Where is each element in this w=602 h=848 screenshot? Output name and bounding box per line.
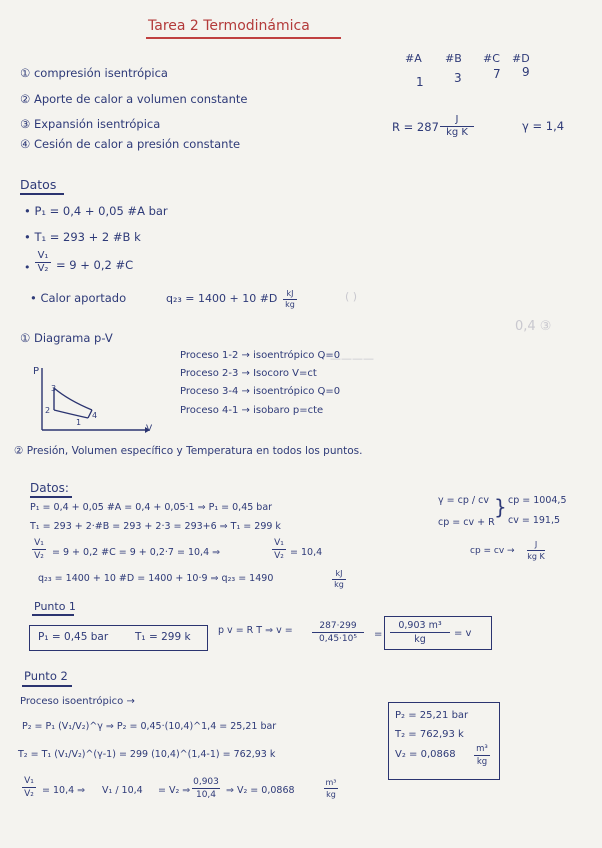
datos-bullet-3: • (24, 261, 31, 274)
datos-volume-ratio: V₁ V₂ (35, 251, 51, 274)
datos-volume-ratio-rhs: = 9 + 0,2 #C (56, 258, 134, 272)
punto1-heading: Punto 1 (34, 600, 76, 613)
process-line-2: Proceso 2-3 → Isocoro V=ct (180, 368, 317, 379)
diagram-heading: ① Diagrama p-V (20, 331, 113, 345)
punto1-equation: p v = R T ⇒ v = (218, 625, 293, 636)
datos-underline (20, 193, 64, 195)
point-3-label: 3 (51, 384, 57, 393)
id-label-c: #C (483, 52, 500, 65)
isentrope-3-4 (54, 388, 92, 410)
punto2-v1-over: V₁ / 10,4 (102, 785, 143, 796)
gamma-value: γ = 1,4 (522, 119, 565, 133)
datos-line-vratio-result: = 10,4 (290, 547, 323, 558)
punto1-p1: P₁ = 0,45 bar (38, 631, 109, 643)
punto2-heading: Punto 2 (24, 669, 68, 683)
datos-line-q23: q₂₃ = 1400 + 10 #D = 1400 + 10·9 ⇒ q₂₃ = 1490 (38, 573, 274, 584)
punto2-line-p2: P₂ = P₁ (V₁/V₂)^γ ⇒ P₂ = 0,45·(10,4)^1,4 = 25,21 bar (22, 721, 277, 732)
punto2-v2: V₂ = 0,0868 (395, 749, 456, 760)
point-2-label: 2 (45, 406, 51, 415)
bleed-through-mark: ———— (330, 352, 374, 365)
cp-arrow: cp = cv → (470, 546, 515, 556)
cp-relation: cp = cv + R (438, 517, 495, 528)
datos-line-q23-unit: kJ kg (332, 570, 346, 589)
pv-diagram (26, 360, 156, 440)
punto2-line3-unit: m³ kg (325, 778, 337, 799)
punto1-equals: = (374, 629, 383, 640)
id-value-a: 1 (416, 75, 424, 89)
punto2-underline (22, 685, 72, 687)
punto2-t2: T₂ = 762,93 k (395, 729, 464, 740)
datos-line-vratio: = 9 + 0,2 #C = 9 + 0,2·7 = 10,4 ⇒ (52, 547, 221, 558)
bleed-through-mark: ( ) (345, 290, 358, 303)
point-1-label: 1 (76, 418, 82, 427)
datos-line-t1: T₁ = 293 + 2·#B = 293 + 2·3 = 293+6 ⇒ T₁ = 299 k (30, 521, 281, 532)
process-2: ② Aporte de calor a volumen constante (20, 92, 248, 106)
process-line-3: Proceso 3-4 → isoentrópico Q=0 (180, 386, 341, 397)
process-line-1: Proceso 1-2 → isoentrópico Q=0 (180, 350, 341, 361)
datos-line-p1: P₁ = 0,4 + 0,05 #A = 0,4 + 0,05·1 ⇒ P₁ = 0,45 bar (30, 502, 273, 513)
punto2-vratio-frac: V₁ V₂ (22, 776, 36, 799)
datos-heat-unit: kJ kg (283, 290, 297, 309)
datos-t1: • T₁ = 293 + 2 #B k (24, 230, 141, 244)
punto2-line-t2: T₂ = T₁ (V₁/V₂)^(γ-1) = 299 (10,4)^(1,4-1) = 762,93 k (18, 749, 276, 760)
gas-constant-unit: J kg K (440, 115, 474, 138)
id-label-b: #B (445, 52, 462, 65)
punto1-underline (32, 614, 74, 616)
section2-datos-heading: Datos: (30, 481, 69, 495)
isentrope-1-2 (54, 410, 88, 418)
id-value-c: 7 (493, 67, 501, 81)
punto1-result-suffix: = v (454, 628, 472, 639)
page-title: Tarea 2 Termodinámica (148, 18, 310, 34)
punto1-result: 0,903 m³ kg (390, 620, 450, 645)
id-label-d: #D (512, 52, 530, 65)
process-4: ④ Cesión de calor a presión constante (20, 137, 241, 151)
gas-constant: R = 287 (392, 120, 439, 134)
cp-unit: J kg K (527, 540, 545, 561)
punto1-t1: T₁ = 299 k (135, 631, 191, 643)
id-label-a: #A (405, 52, 422, 65)
bleed-through-mark: 0,4 ③ (515, 319, 552, 334)
title-underline (146, 37, 341, 39)
process-3: ③ Expansión isentrópica (20, 117, 161, 131)
punto2-line3-lhs: = 10,4 ⇒ (42, 785, 86, 796)
datos-heat-expr: q₂₃ = 1400 + 10 #D (166, 292, 278, 305)
gamma-relation: γ = cp / cv (438, 495, 489, 506)
axis-v-label: V (146, 424, 153, 434)
process-line-4: Proceso 4-1 → isobaro p=cte (180, 405, 324, 416)
id-value-b: 3 (454, 71, 462, 85)
section2-datos-underline (30, 496, 72, 498)
datos-line-vratio-frac: V₁ V₂ (32, 538, 46, 561)
punto2-p2: P₂ = 25,21 bar (395, 710, 469, 721)
cp-value: cp = 1004,5 (508, 495, 567, 506)
punto1-fraction: 287·299 0,45·10⁵ (312, 621, 364, 644)
punto2-line3-mid: = V₂ ⇒ (158, 785, 191, 796)
brace: } (494, 495, 507, 519)
punto2-subheading: Proceso isoentrópico → (20, 696, 135, 707)
axis-p-label: P (33, 366, 40, 377)
punto2-line3-rhs: ⇒ V₂ = 0,0868 (226, 785, 295, 796)
datos-heading: Datos (20, 177, 57, 192)
datos-line-vratio-frac-2: V₁ V₂ (272, 538, 286, 561)
punto2-fraction: 0,903 10,4 (193, 777, 219, 800)
section2-heading: ② Presión, Volumen específico y Temperatura en todos los puntos. (14, 445, 363, 457)
point-4-label: 4 (92, 411, 98, 420)
datos-p1: • P₁ = 0,4 + 0,05 #A bar (24, 204, 168, 218)
datos-heat-label: • Calor aportado (30, 291, 127, 305)
punto2-v2-unit: m³ kg (474, 744, 490, 767)
id-value-d: 9 (522, 65, 530, 79)
cv-value: cv = 191,5 (508, 515, 561, 526)
process-1: ① compresión isentrópica (20, 66, 168, 80)
